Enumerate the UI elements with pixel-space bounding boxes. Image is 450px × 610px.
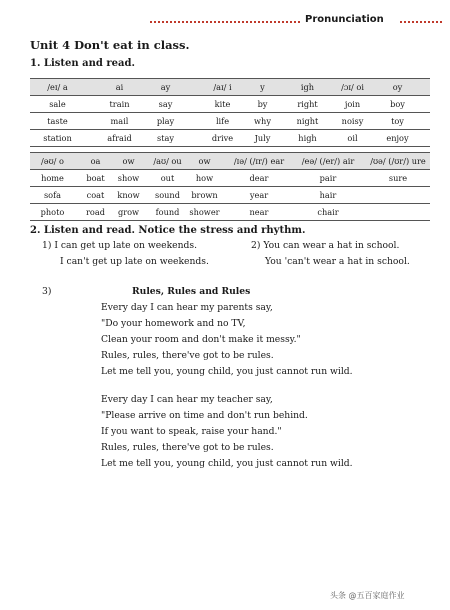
table-cell: hair [319,190,337,200]
poem-line: Every day I can hear my parents say, [101,302,273,313]
table-cell: /əʊ/ o [41,156,64,166]
poem-title: Rules, Rules and Rules [132,286,251,297]
table-cell: how [195,173,214,183]
table-cell: pair [319,173,337,183]
header-dots-right [400,21,442,23]
table-row [30,170,430,187]
sentence-2b: You 'can't wear a hat in school. [265,256,410,267]
table-cell: join [344,99,361,109]
table-cell: toy [391,116,404,126]
table-cell: life [215,116,230,126]
poem-line: Let me tell you, young child, you just cannot run wild. [101,366,353,377]
table-cell: coat [86,190,105,200]
table-cell: oy [392,82,403,92]
table-cell: sound [155,190,180,200]
table-cell: /ɪə/ (/ɪr/) ear [233,156,285,166]
poem-number: 3) [42,286,52,297]
table-cell: taste [47,116,68,126]
table-cell: chair [317,207,339,217]
table-header-row [30,152,430,170]
table-row [30,113,430,130]
poem-line: Clean your room and don't make it messy." [101,334,301,345]
table-cell: July [254,133,271,143]
table-cell: drive [211,133,234,143]
table-cell: igh [300,82,315,92]
unit-title: Unit 4 Don't eat in class. [30,38,190,52]
phonics-table-1 [30,78,430,147]
poem-line: Let me tell you, young child, you just cannot run wild. [101,458,353,469]
table-cell: found [155,207,180,217]
table-cell: know [117,190,140,200]
table-cell: why [254,116,271,126]
table-cell: shower [189,207,220,217]
sentence-1b: I can't get up late on weekends. [60,256,209,267]
table-cell: near [249,207,269,217]
table-row [30,204,430,221]
poem-line: If you want to speak, raise your hand." [101,426,282,437]
page-header [150,14,442,30]
table-cell: home [41,173,64,183]
table-cell: year [249,190,269,200]
table-cell: oa [90,156,101,166]
table-cell: enjoy [386,133,409,143]
table-cell: /eə/ (/er/) air [301,156,355,166]
table-cell: night [296,116,319,126]
sentence-2a: 2) You can wear a hat in school. [251,240,400,251]
table-cell: ow [198,156,211,166]
table-cell: ai [115,82,124,92]
table-cell: sure [388,173,408,183]
table-cell: out [160,173,175,183]
table-cell: ow [122,156,135,166]
phonics-table-2 [30,152,430,221]
table-cell: boy [390,99,405,109]
table-cell: stay [157,133,174,143]
poem-line: "Please arrive on time and don't run behind. [101,410,308,421]
table-cell: /ɔɪ/ oi [341,82,364,92]
table-cell: /aʊ/ ou [153,156,182,166]
table-cell: noisy [341,116,364,126]
table-cell: photo [40,207,65,217]
table-cell: afraid [107,133,132,143]
poem-line: "Do your homework and no TV, [101,318,246,329]
table-cell: show [117,173,140,183]
table-cell: oil [347,133,358,143]
watermark: 头条 @五百家庭作业 [330,591,405,600]
table-cell: /ʊə/ (/ʊr/) ure [370,156,426,166]
table-cell: grow [117,207,140,217]
poem-line: Rules, rules, there've got to be rules. [101,350,274,361]
poem-line: Rules, rules, there've got to be rules. [101,442,274,453]
table-cell: dear [249,173,269,183]
table-cell: /eɪ/ a [47,82,68,92]
table-cell: ay [160,82,171,92]
table-row [30,96,430,113]
header-title: Pronunciation [305,14,384,25]
table-header-row [30,78,430,96]
table-cell: y [260,82,265,92]
header-dots-left [150,21,300,23]
sentence-1a: 1) I can get up late on weekends. [42,240,198,251]
poem-line: Every day I can hear my teacher say, [101,394,273,405]
section-2-title: 2. Listen and read. Notice the stress and rhythm. [30,225,306,236]
table-cell: brown [191,190,218,200]
section-1-title: 1. Listen and read. [30,58,135,69]
table-cell: sofa [43,190,62,200]
table-row [30,187,430,204]
table-cell: station [43,133,72,143]
table-cell: /aɪ/ i [213,82,232,92]
table-cell: kite [214,99,231,109]
table-cell: play [156,116,175,126]
table-cell: train [109,99,130,109]
table-cell: by [257,99,268,109]
table-cell: high [298,133,317,143]
table-cell: right [297,99,318,109]
table-cell: mail [110,116,129,126]
table-cell: boat [86,173,105,183]
table-cell: sale [49,99,66,109]
table-row [30,130,430,147]
table-cell: road [86,207,105,217]
table-cell: say [158,99,173,109]
